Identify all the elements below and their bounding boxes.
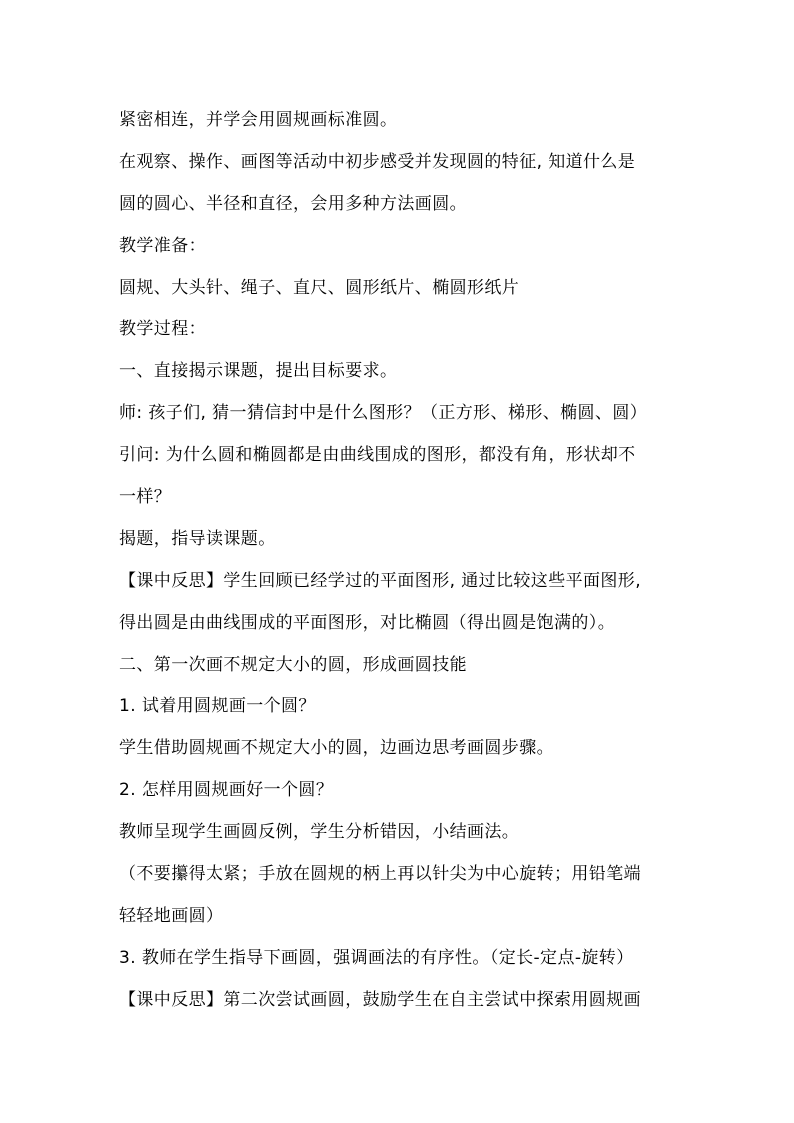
text-line: 紧密相连，并学会用圆规画标准圆。 [119, 110, 398, 130]
section-heading: 教学准备： [119, 235, 206, 256]
text-line: （不要攥得太紧；手放在圆规的柄上再以针尖为中心旋转；用铅笔端 [119, 864, 641, 885]
section-heading: 教学过程： [119, 319, 206, 340]
reflection-line: 【课中反思】第二次尝试画圆，鼓励学生在自主尝试中探索用圆规画 [119, 989, 641, 1010]
section-heading: 一、直接揭示课题，提出目标要求。 [119, 361, 398, 382]
text-line: 得出圆是由曲线围成的平面图形，对比椭圆（得出圆是饱满的）。 [119, 612, 616, 633]
text-line: 圆规、大头针、绳子、直尺、圆形纸片、椭圆形纸片 [119, 277, 520, 298]
text-line: 揭题，指导读课题。 [119, 528, 276, 549]
text-line: 在观察、操作、画图等活动中初步感受并发现圆的特征, 知道什么是 [119, 151, 636, 172]
numbered-item: 1. 试着用圆规画一个圆？ [119, 696, 316, 717]
section-heading: 二、第一次画不规定大小的圆，形成画圆技能 [119, 654, 467, 675]
text-line: 圆的圆心、半径和直径，会用多种方法画圆。 [119, 193, 467, 214]
text-line: 学生借助圆规画不规定大小的圆，边画边思考画圆步骤。 [119, 738, 554, 759]
text-line: 师: 孩子们, 猜一猜信封中是什么图形？（正方形、梯形、椭圆、圆） [119, 403, 648, 424]
text-line: 轻轻地画圆） [119, 905, 224, 926]
text-line: 教师呈现学生画圆反例，学生分析错因，小结画法。 [119, 822, 520, 843]
numbered-item: 3. 教师在学生指导下画圆，强调画法的有序性。（定长-定点-旋转） [119, 947, 634, 968]
document-page [119, 100, 679, 1022]
text-line: 引问: 为什么圆和椭圆都是由曲线围成的图形，都没有角，形状却不 [119, 445, 636, 466]
numbered-item: 2. 怎样用圆规画好一个圆？ [119, 780, 334, 801]
text-line: 一样？ [119, 487, 172, 508]
reflection-line: 【课中反思】学生回顾已经学过的平面图形, 通过比较这些平面图形, [119, 570, 642, 591]
